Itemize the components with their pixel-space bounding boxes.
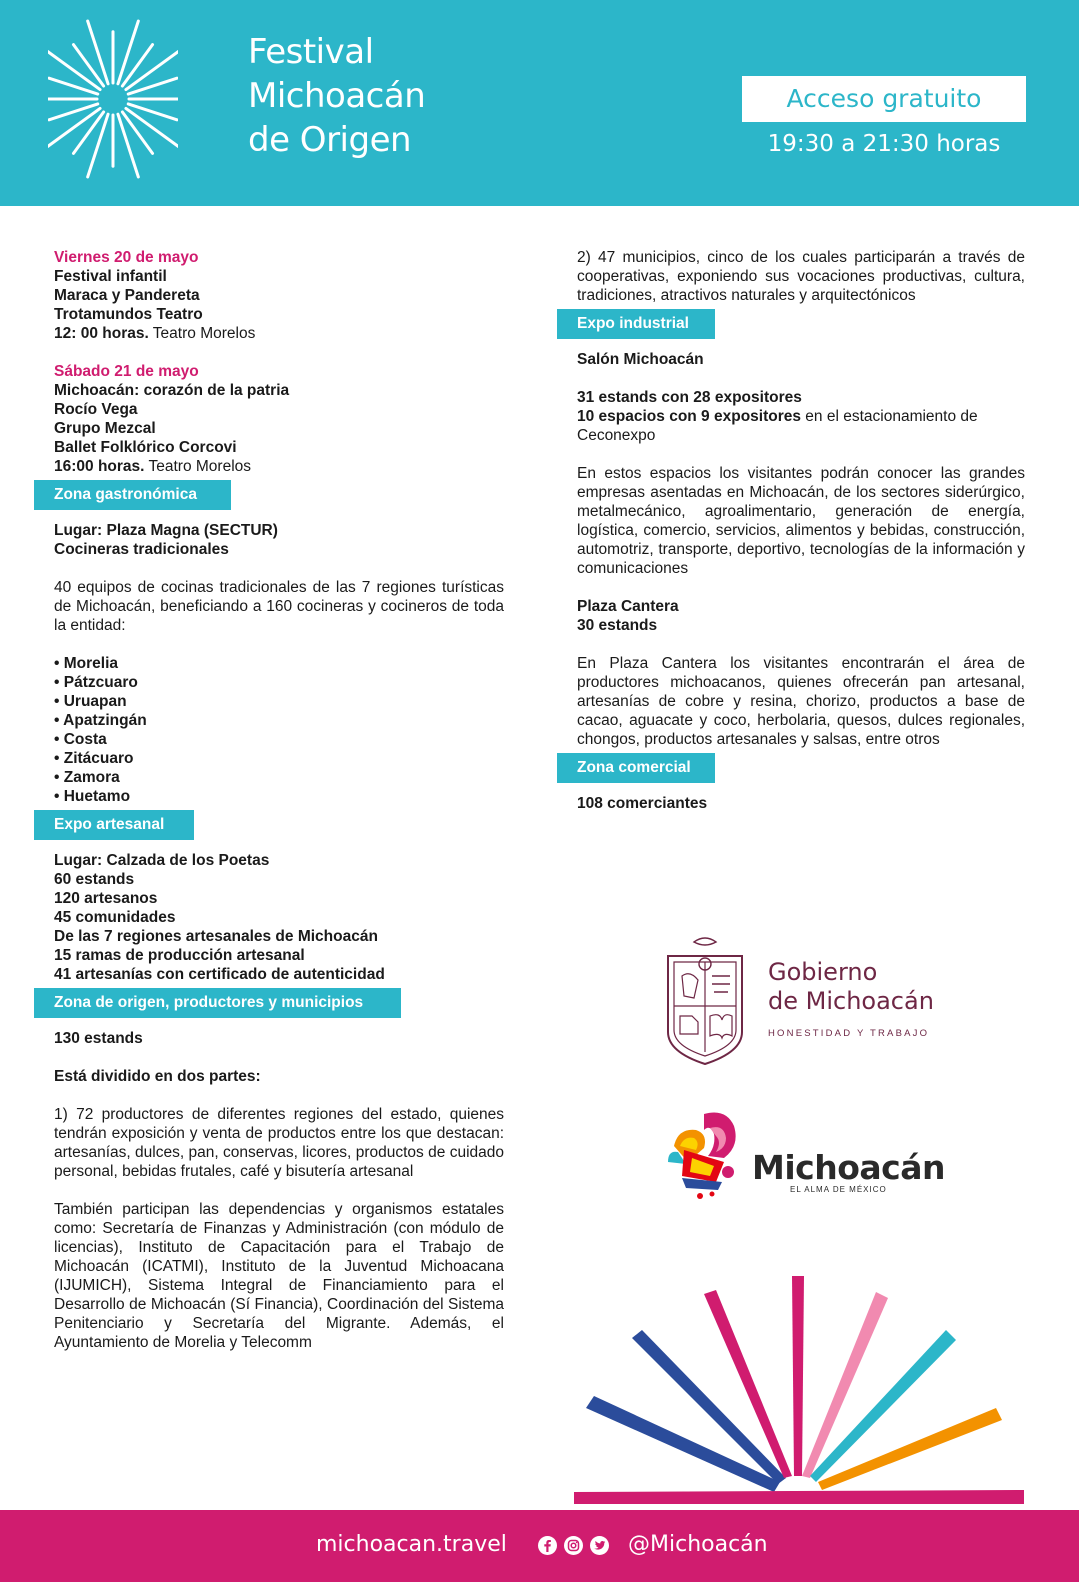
badge-expo-industrial: Expo industrial	[557, 309, 715, 339]
festival-burst-logo	[48, 14, 178, 184]
title-line-3: de Origen	[248, 120, 412, 160]
social-handle[interactable]: @Michoacán	[628, 1532, 768, 1557]
burst-ray	[88, 21, 108, 84]
gov-name-line1: Gobierno	[768, 958, 878, 986]
burst-ray	[88, 114, 108, 177]
day1-time: 12: 00 horas.	[54, 325, 149, 342]
list-item: • Uruapan	[54, 692, 504, 711]
day2-line: Rocío Vega	[54, 401, 138, 418]
title-line-2: Michoacán	[248, 76, 426, 116]
festival-title	[248, 30, 425, 162]
burst-ray	[118, 21, 138, 84]
decorative-rays-graphic	[574, 1272, 1024, 1504]
day2-time-venue	[54, 457, 504, 476]
day2-date: Sábado 21 de mayo	[54, 363, 199, 380]
day2-time: 16:00 horas.	[54, 458, 145, 475]
industrial-line1: 31 estands con 28 expositores	[577, 389, 802, 406]
origen-divided: Está dividido en dos partes:	[54, 1068, 261, 1085]
day1-line: Festival infantil	[54, 268, 167, 285]
industrial-line2-rest: en el estacionamiento de Ceconexpo	[577, 408, 978, 444]
schedule-hours: 19:30 a 21:30 horas	[767, 131, 1001, 157]
left-column	[54, 248, 504, 1352]
artesanal-line: 41 artesanías con certificado de autenticidad	[54, 966, 385, 983]
brand-name: Michoacán	[752, 1148, 945, 1187]
comercial-text: 108 comerciantes	[577, 795, 708, 812]
day1-time-venue	[54, 324, 504, 343]
gov-motto: HONESTIDAD Y TRABAJO	[768, 1028, 930, 1039]
list-item: • Pátzcuaro	[54, 673, 504, 692]
instagram-icon[interactable]	[564, 1536, 583, 1555]
artesanal-line: 15 ramas de producción artesanal	[54, 947, 305, 964]
artesanal-line: 45 comunidades	[54, 909, 176, 926]
region-list	[54, 654, 504, 806]
badge-zona-gastronomica: Zona gastronómica	[34, 480, 231, 510]
plaza-cantera-text: En Plaza Cantera los visitantes encontrarán el área de productores michoacanos, quienes ofrecerán pan artesanal, artesanías de cobre y resina, chorizo, productos a base de cacao, aguacate y coco, herbolaria, quesos, dulces regionales, chongos, productos artesanales y salsas, entre otros	[577, 655, 1025, 748]
origen-stands: 130 estands	[54, 1030, 143, 1047]
origen-part1: 1) 72 productores de diferentes regiones del estado, quienes tendrán exposición y venta de productos entre los que destacan: artesanías, dulces, pan, conservas, licores, productos de cuidado personal, bebidas frutales, café y bisutería artesanal	[54, 1106, 504, 1180]
brand-subtitle: EL ALMA DE MÉXICO	[790, 1185, 887, 1194]
gov-name-line2: de Michoacán	[768, 987, 934, 1015]
artesanal-line: 120 artesanos	[54, 890, 158, 907]
plaza-cantera-stands: 30 estands	[577, 617, 658, 634]
list-item: • Zamora	[54, 768, 504, 787]
free-access-label: Acceso gratuito	[742, 76, 1026, 122]
artesanal-line: De las 7 regiones artesanales de Michoacán	[54, 928, 378, 945]
right-column	[577, 248, 1025, 813]
twitter-icon[interactable]	[590, 1536, 609, 1555]
origen-part2: 2) 47 municipios, cinco de los cuales participarán a través de cooperativas, exponiendo sus vocaciones productivas, cultura, tradiciones, atractivos naturales y arquitectónicos	[577, 249, 1025, 304]
industrial-place: Salón Michoacán	[577, 351, 704, 368]
list-item: • Huetamo	[54, 787, 504, 806]
gov-logo-text	[768, 958, 934, 1039]
gastro-text: 40 equipos de cocinas tradicionales de las 7 regiones turísticas de Michoacán, beneficiando a 160 cocineras y cocineros de toda la entidad:	[54, 579, 504, 634]
social-icons	[538, 1536, 609, 1556]
burst-ray	[49, 104, 98, 120]
gastro-sub: Cocineras tradicionales	[54, 541, 229, 558]
badge-zona-comercial: Zona comercial	[557, 753, 715, 783]
artesanal-line: Lugar: Calzada de los Poetas	[54, 852, 270, 869]
header-banner	[0, 0, 1079, 206]
plaza-cantera-title: Plaza Cantera	[577, 598, 679, 615]
day2-line: Ballet Folklórico Corcovi	[54, 439, 237, 456]
badge-expo-artesanal: Expo artesanal	[34, 810, 194, 840]
industrial-line2-bold: 10 espacios con 9 expositores	[577, 408, 801, 425]
industrial-line2	[577, 407, 1025, 445]
coat-of-arms-icon	[664, 936, 746, 1066]
michoacan-brand-icon	[664, 1106, 746, 1200]
michoacan-brand-text	[752, 1150, 945, 1194]
gastro-place: Lugar: Plaza Magna (SECTUR)	[54, 522, 278, 539]
title-line-1: Festival	[248, 32, 374, 72]
footer-bar	[0, 1510, 1079, 1582]
industrial-text: En estos espacios los visitantes podrán conocer las grandes empresas asentadas en Michoacán, de los sectores siderúrgico, metalmecánico, agroalimentario, generación de energía, logística, comercio, servicios, alimentos y bebidas, construcción, automotriz, transporte, deportivo, tecnologías de la información y comunicaciones	[577, 465, 1025, 577]
origen-also: También participan las dependencias y organismos estatales como: Secretaría de Finanzas y Administración (con módulo de licencias), Instituto de Capacitación para el Trabajo de Michoacán (ICATMI), Instituto de la Juventud Michoacana (IJUMICH), Sistema Integral de Financiamiento para el Desarrollo de Michoacán (Sí Financia), Coordinación del Sistema Penitenciario y Secretaría del Migrante. Además, el Ayuntamiento de Morelia y Telecomm	[54, 1201, 504, 1351]
badge-zona-origen: Zona de origen, productores y municipios	[34, 988, 401, 1018]
list-item: • Costa	[54, 730, 504, 749]
artesanal-line: 60 estands	[54, 871, 135, 888]
burst-ray	[128, 104, 177, 120]
day1-venue: Teatro Morelos	[148, 325, 256, 342]
day1-line: Trotamundos Teatro	[54, 306, 203, 323]
website-link[interactable]: michoacan.travel	[316, 1532, 507, 1557]
burst-ray	[128, 78, 177, 94]
list-item: • Apatzingán	[54, 711, 504, 730]
day2-venue: Teatro Morelos	[144, 458, 252, 475]
burst-ray	[118, 114, 138, 177]
day1-line: Maraca y Pandereta	[54, 287, 200, 304]
list-item: • Zitácuaro	[54, 749, 504, 768]
day2-line: Grupo Mezcal	[54, 420, 156, 437]
burst-ray	[49, 78, 98, 94]
day2-line: Michoacán: corazón de la patria	[54, 382, 290, 399]
day1-date: Viernes 20 de mayo	[54, 249, 199, 266]
list-item: • Morelia	[54, 654, 504, 673]
facebook-icon[interactable]	[538, 1536, 557, 1555]
